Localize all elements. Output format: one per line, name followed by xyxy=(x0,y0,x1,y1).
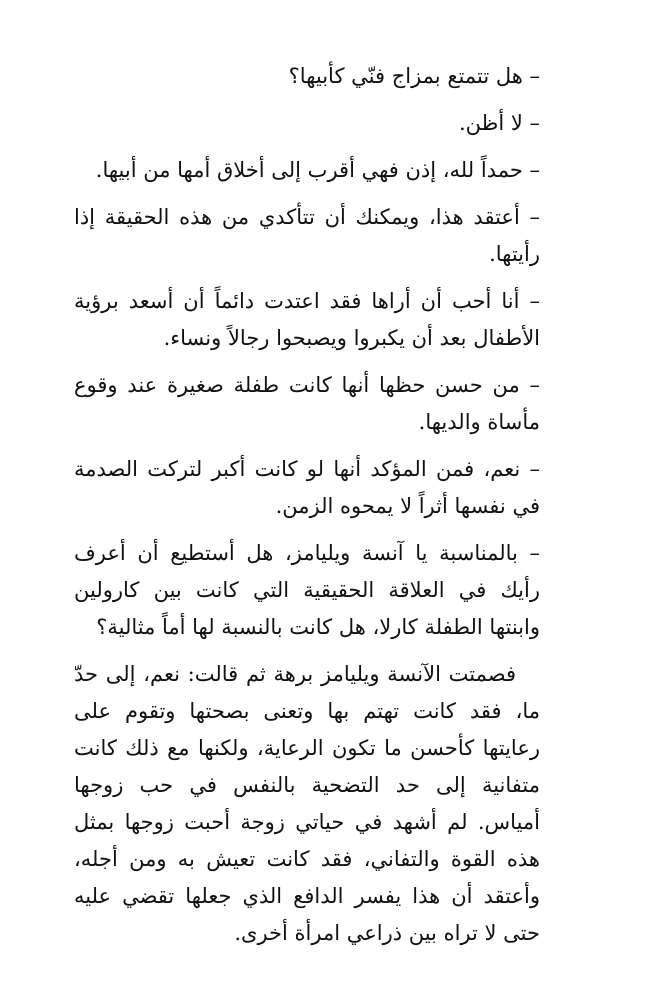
dialogue-line-7: – نعم، فمن المؤكد أنها لو كانت أكبر لتركت الصدمة في نفسها أثراً لا يمحوه الزمن. xyxy=(74,457,540,518)
dialogue-line-8: – بالمناسبة يا آنسة ويليامز، هل أستطيع أن أعرف رأيك في العلاقة الحقيقية التي كانت بين كارولين وابنتها الطفلة كارلا، هل كانت بالنسبة لها أماً مثالية؟ xyxy=(74,541,540,639)
book-page xyxy=(74,58,540,962)
dialogue-line-1: – هل تتمتع بمزاج فنّي كأبيها؟ xyxy=(288,64,540,88)
dialogue-line-5: – أنا أحب أن أراها فقد اعتدت دائماً أن أسعد برؤية الأطفال بعد أن يكبروا ويصبحوا رجالاً ونساء. xyxy=(74,289,540,350)
dialogue-line-6: – من حسن حظها أنها كانت طفلة صغيرة عند وقوع مأساة والديها. xyxy=(74,373,540,434)
dialogue-line-3: – حمداً لله، إذن فهي أقرب إلى أخلاق أمها من أبيها. xyxy=(95,158,540,182)
dialogue-line-4: – أعتقد هذا، ويمكنك أن تتأكدي من هذه الحقيقة إذا رأيتها. xyxy=(74,205,540,266)
dialogue-line-2: – لا أظن. xyxy=(458,111,540,135)
narrative-paragraph: فصمتت الآنسة ويليامز برهة ثم قالت: نعم، إلى حدّ ما، فقد كانت تهتم بها وتعنى بصحتها وتقوم على رعايتها كأحسن ما تكون الرعاية، ولكنها مع ذلك كانت متفانية إلى حد التضحية بالنفس في حب زوجها أمياس. لم أشهد في حياتي زوجة أحبت زوجها بمثل هذه القوة والتفاني، فقد كانت تعيش به ومن أجله، وأعتقد أن هذا يفسر الدافع الذي جعلها تقضي عليه حتى لا تراه بين ذراعي امرأة أخرى. xyxy=(74,662,540,945)
